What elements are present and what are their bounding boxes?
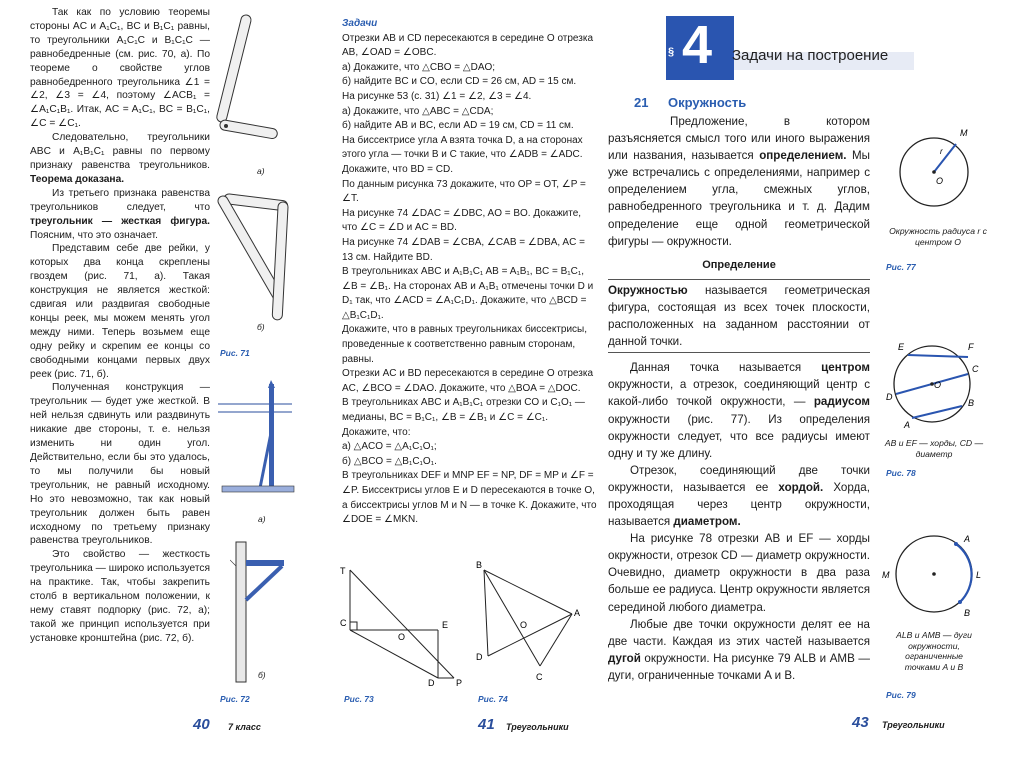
running-head-43: Треугольники — [882, 720, 945, 730]
fig78-caption-text: AB и EF — хорды, CD — диаметр — [884, 438, 984, 459]
fig73-point-D: D — [428, 678, 435, 688]
fig79-caption: Рис. 79 — [886, 690, 916, 700]
fig72-label-a: а) — [258, 514, 266, 524]
fig72b-wall-bracket — [230, 540, 290, 688]
running-head-40: 7 класс — [228, 722, 261, 732]
fig74-point-B: B — [476, 560, 483, 570]
theorem-proved: Теорема доказана. — [30, 173, 125, 185]
section-number-block — [666, 16, 734, 80]
fig78-point-A: A — [904, 420, 911, 430]
page43-fig78-para: На рисунке 78 отрезки AB и EF — хорды окружности, отрезок CD — диаметр окружности. Очевидно, диаметр окружности в два раза больше ее радиуса. Центр окружности является серединой любого диаметра. — [608, 532, 870, 614]
fig78-point-B: B — [968, 398, 975, 408]
fig73-point-C: C — [340, 618, 347, 628]
page43-arc-para: Любые две точки окружности делят ее на две части. Каждая из этих частей называется дугой окружности. На рисунке 79 ALB и AMB — дуги, ограниченные точками A и B. — [608, 617, 870, 682]
fig73-point-P: P — [456, 678, 463, 688]
task-line: а) △ACO = △A₁C₁O₁; — [342, 441, 437, 453]
page41-tasks — [342, 17, 598, 528]
task-line: В треугольниках DEF и MNP EF = NP, DF = MP и ∠F = ∠P. Биссектрисы углов E и D пересекаются в точке O, а биссектрисы углов M и N — в точке K. Докажите, что ∠DOE = ∠MKN. — [342, 470, 597, 526]
fig74-point-C: C — [536, 672, 543, 682]
fig72-label-b: б) — [258, 670, 266, 680]
task-line: В треугольниках ABC и A₁B₁C₁ отрезки CO и C₁O₁ — медианы, BC = B₁C₁, ∠B = ∠B₁ и ∠C = ∠C₁. Докажите, что: — [342, 397, 585, 438]
definition-box — [608, 279, 870, 353]
page43-text-column — [608, 113, 870, 684]
fig71-caption: Рис. 71 — [220, 348, 250, 358]
fig79-caption-text: ALB и AMB — дуги окружности, ограниченные точками A и B — [896, 630, 972, 672]
fig77-point-M: M — [960, 128, 968, 138]
page40-para2: Следовательно, треугольники ABC и A₁B₁C₁ равны по первому признаку равенства треугольников. Теорема доказана. — [30, 132, 210, 185]
page40-para6: Это свойство — жесткость треугольника — широко используется на практике. Так, чтобы закрепить столб в вертикальном положении, к нему ставят подпорку (рис. 72, а); такой же принцип используется при установке кронштейна (рис. 72, б). — [30, 549, 210, 644]
page43-chord-para: Отрезок, соединяющий две точки окружности, называется ее хордой. Хорда, проходящая через центр окружности, называется диаметром. — [608, 463, 870, 529]
page40-text-column — [30, 6, 210, 646]
task-line: б) △BCO = △B₁C₁O₁. — [342, 455, 437, 467]
running-head-41: Треугольники — [506, 722, 569, 732]
task-line: На биссектрисе угла A взята точка D, а на сторонах этого угла — точки B и C такие, что ∠ADB = ∠ADC. Докажите, что BD = CD. — [342, 134, 583, 175]
fig78-point-C: C — [972, 364, 979, 374]
fig73-crossing-triangles — [338, 562, 466, 688]
page43-intro: Предложение, в котором разъясняется смысл того или иного выражения или названия, называется определением. Мы уже встречались с определениями, например с определением угла, смежных углов, равнобедренного треугольника и т. д. Дадим определение еще одной геометрической фигуры — окружности. — [608, 115, 870, 248]
fig74-point-D: D — [476, 652, 483, 662]
definition-text: Окружностью называется геометрическая фигура, состоящая из всех точек плоскости, расположенных на заданном расстоянии от данной точки. — [608, 283, 870, 349]
fig73-caption: Рис. 73 — [344, 694, 374, 704]
page-number-41: 41 — [478, 716, 495, 733]
definition-label: Определение — [702, 258, 776, 271]
page-number-43: 43 — [852, 714, 869, 731]
fig78-point-O: O — [934, 380, 942, 390]
fig79-point-M: M — [882, 570, 890, 580]
task-line: На рисунке 53 (с. 31) ∠1 = ∠2, ∠3 = ∠4. — [342, 90, 532, 102]
fig77-caption-text: Окружность радиуса r с центром O — [889, 226, 987, 247]
fig78-caption: Рис. 78 — [886, 468, 916, 478]
fig78-point-E: E — [898, 342, 905, 352]
subsection-title: Окружность — [668, 95, 747, 110]
fig71-label-a: а) — [257, 166, 265, 176]
fig73-point-O: O — [398, 632, 406, 642]
fig71-label-b: б) — [257, 322, 265, 332]
fig79-circle-arcs — [876, 526, 988, 628]
section-number: 4 — [682, 15, 713, 75]
task-line: б) найдите BC и CO, если CD = 26 см, AD = 15 см. — [342, 76, 577, 88]
page40-para4: Представим себе две рейки, у которых два конца скреплены гвоздем (рис. 71, а). Такая конструкция не является жесткой: сдвигая или раздвигая свободные концы реек, мы можем менять угол между ними. Теперь возьмем еще одну рейку и скрепим ее концы со свободными концами первых двух реек (рис. 71, б). — [30, 243, 210, 380]
fig74-caption: Рис. 74 — [478, 694, 508, 704]
fig74-overlapping-triangles — [474, 558, 586, 686]
task-line: По данным рисунка 73 докажите, что OP = OT, ∠P = ∠T. — [342, 178, 586, 205]
fig72a-pole-with-support — [216, 378, 298, 508]
fig72-caption: Рис. 72 — [220, 694, 250, 704]
task-line: б) найдите AB и BC, если AD = 19 см, CD = 11 см. — [342, 120, 574, 132]
fig79-point-A: A — [964, 534, 971, 544]
task-line: В треугольниках ABC и A₁B₁C₁ AB = A₁B₁, BC = B₁C₁, ∠B = ∠B₁. На сторонах AB и A₁B₁ отмечены точки D и D₁ так, что ∠ACD = ∠A₁C₁D₁. Докажите, что △BCD = △B₁C₁D₁. — [342, 266, 594, 321]
task-line: Докажите, что в равных треугольниках биссектрисы, проведенные к соответственно равным сторонам, равны. — [342, 324, 587, 365]
fig71b-triangle-rails — [214, 188, 294, 328]
task-line: На рисунке 74 ∠DAC = ∠DBC, AO = BO. Докажите, что ∠C = ∠D и AC = BD. — [342, 207, 582, 234]
fig79-point-L: L — [976, 570, 982, 580]
fig77-label-r: r — [940, 147, 943, 156]
page43-center-para: Данная точка называется центром окружности, а отрезок, соединяющий центр с какой-либо точкой окружности, — радиусом окружности (рис. 77). Из определения окружности следует, что все радиусы имеют одну и ту же длину. — [608, 361, 870, 460]
fig79-point-B: B — [964, 608, 971, 618]
page-number-40: 40 — [193, 716, 210, 733]
fig77-point-O: O — [936, 176, 944, 186]
fig71a-hinged-rails — [212, 12, 284, 187]
task-line: а) Докажите, что △CBO = △DAO; — [342, 61, 496, 73]
section-title: Задачи на построение — [732, 47, 889, 64]
fig78-point-F: F — [968, 342, 974, 352]
fig74-point-O: O — [520, 620, 528, 630]
page40-para1: Так как по условию теоремы стороны AC и A₁C₁, BC и B₁C₁ равны, то треугольники A₁C₁C и B₁C₁C — равнобедренные (см. рис. 70, а). По теореме о свойстве углов равнобедренного треугольника ∠1 = ∠2, ∠3 = ∠4, поэтому ∠ACB₁ = ∠A₁C₁B₁. Итак, AC = A₁C₁, BC = B₁C₁, ∠C = ∠C₁. — [30, 7, 210, 130]
fig73-point-T: T — [340, 566, 346, 576]
fig78-circle-chords — [882, 334, 986, 438]
page40-para5: Полученная конструкция — треугольник — будет уже жесткой. В ней нельзя сдвинуть или раздвинуть никакие две стороны, т. е. нельзя изменить ни один угол. Действительно, если бы это удалось, то мы получили бы новый треугольник, не равный исходному. Но это невозможно, так как новый треугольник должен быть равен исходному по третьему признаку равенства треугольников. — [30, 382, 210, 547]
page-40 — [0, 0, 322, 767]
page40-para3: Из третьего признака равенства треугольников следует, что треугольник — жесткая фигура. Поясним, что это означает. — [30, 187, 210, 241]
fig73-point-E: E — [442, 620, 449, 630]
page-41 — [322, 0, 606, 767]
subsection-number: 21 — [634, 95, 649, 110]
task-line: Отрезки AB и CD пересекаются в середине O отрезка AB, ∠OAD = ∠OBC. — [342, 32, 594, 59]
task-line: а) Докажите, что △ABC = △CDA; — [342, 105, 494, 117]
fig78-point-D: D — [886, 392, 893, 402]
section-symbol: § — [668, 46, 675, 58]
task-line: На рисунке 74 ∠DAB = ∠CBA, ∠CAB = ∠DBA, AC = 13 см. Найдите BD. — [342, 236, 585, 263]
fig77-caption: Рис. 77 — [886, 262, 916, 272]
task-line: Отрезки AC и BD пересекаются в середине O отрезка AC, ∠BCO = ∠DAO. Докажите, что △BOA = △DOC. — [342, 368, 594, 394]
fig77-circle-radius — [890, 118, 986, 222]
tasks-heading: Задачи — [342, 18, 378, 29]
page-43 — [606, 0, 1024, 767]
fig74-point-A: A — [574, 608, 581, 618]
